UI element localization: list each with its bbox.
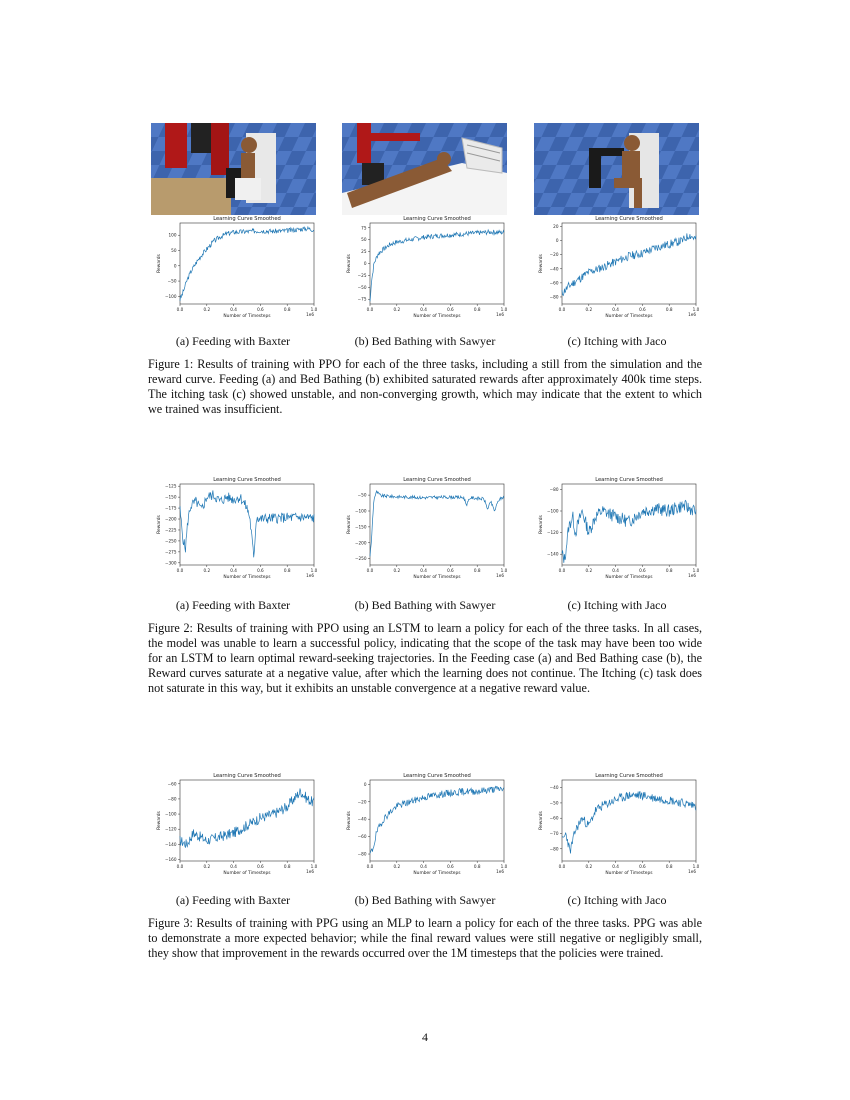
chart-title: Learning Curve Smoothed — [595, 477, 663, 483]
x-tick-label: 0.6 — [257, 864, 264, 869]
y-tick-label: −250 — [164, 538, 177, 544]
x-tick-label: 0.2 — [585, 568, 593, 573]
x-axis-label: Number of Timesteps — [605, 575, 653, 580]
x-tick-label: 1.0 — [500, 864, 508, 869]
still-feeding-baxter — [151, 123, 316, 215]
x-tick-label: 0.4 — [230, 307, 237, 312]
chart-svg — [340, 771, 510, 881]
subcaption-2a: (a) Feeding with Baxter — [175, 598, 291, 612]
chart-f3b — [340, 771, 510, 881]
x-multiplier: 1e6 — [688, 573, 696, 578]
x-axis-label: Number of Timesteps — [605, 871, 653, 876]
y-tick-label: −20 — [357, 799, 367, 805]
x-multiplier: 1e6 — [306, 312, 314, 317]
series-line — [370, 230, 504, 301]
y-axis-label: Rewards — [157, 254, 162, 273]
series-line — [370, 786, 504, 853]
y-tick-label: −80 — [549, 486, 559, 492]
x-tick-label: 0.8 — [665, 568, 673, 573]
y-tick-label: 0 — [363, 261, 367, 266]
x-tick-label: 0.8 — [473, 864, 481, 869]
y-tick-label: −160 — [164, 856, 177, 862]
series-line — [562, 791, 696, 853]
plot-frame — [180, 223, 314, 304]
chart-svg — [532, 771, 702, 881]
subcaption-3c: (c) Itching with Jaco — [567, 893, 667, 907]
chart-title: Learning Curve Smoothed — [403, 773, 471, 779]
x-tick-label: 0.4 — [420, 568, 427, 573]
plot-frame — [180, 780, 314, 861]
y-tick-label: −40 — [549, 266, 559, 272]
y-tick-label: −100 — [164, 811, 177, 817]
chart-svg — [532, 475, 702, 585]
y-axis-label: Rewards — [157, 811, 162, 830]
y-tick-label: −175 — [164, 505, 177, 511]
x-tick-label: 0.8 — [283, 864, 291, 869]
y-tick-label: −140 — [164, 841, 177, 847]
y-tick-label: −70 — [549, 830, 559, 836]
y-tick-label: −50 — [549, 800, 559, 806]
y-tick-label: −80 — [357, 851, 367, 857]
subcaption-2c: (c) Itching with Jaco — [567, 598, 667, 612]
x-tick-label: 0.8 — [283, 568, 291, 573]
x-axis-label: Number of Timesteps — [223, 575, 271, 580]
chart-title: Learning Curve Smoothed — [403, 216, 471, 222]
subcaption-2b: (b) Bed Bathing with Sawyer — [354, 598, 496, 612]
y-tick-label: −225 — [164, 527, 177, 533]
y-tick-label: −80 — [167, 796, 177, 802]
y-tick-label: −40 — [357, 816, 367, 822]
subcaption-1c: (c) Itching with Jaco — [567, 334, 667, 348]
x-axis-label: Number of Timesteps — [413, 314, 461, 319]
x-tick-label: 0.4 — [612, 307, 619, 312]
subcaption-3b: (b) Bed Bathing with Sawyer — [354, 893, 496, 907]
x-tick-label: 1.0 — [500, 568, 508, 573]
series-line — [180, 490, 314, 557]
y-tick-label: −80 — [549, 294, 559, 300]
page-number: 4 — [422, 1030, 428, 1044]
x-tick-label: 0.6 — [639, 864, 646, 869]
y-tick-label: −120 — [546, 530, 559, 536]
y-tick-label: 0 — [363, 781, 367, 787]
x-tick-label: 0.4 — [612, 568, 619, 573]
x-tick-label: 0.0 — [366, 864, 374, 869]
y-tick-label: 0 — [555, 238, 559, 244]
y-tick-label: 0 — [173, 263, 177, 269]
x-tick-label: 0.0 — [558, 568, 566, 573]
y-tick-label: −60 — [167, 781, 177, 787]
x-axis-label: Number of Timesteps — [223, 871, 271, 876]
x-tick-label: 0.2 — [203, 864, 211, 869]
y-tick-label: −100 — [164, 293, 177, 299]
x-tick-label: 0.8 — [473, 568, 481, 573]
x-tick-label: 0.0 — [558, 307, 566, 312]
chart-f3a — [150, 771, 320, 881]
x-tick-label: 0.2 — [393, 307, 401, 312]
figure-3-caption: Figure 3: Results of training with PPG using an MLP to learn a policy for each of the three tasks. PPG was able to demonstrate a more expected behavior; while the final reward values were still negative or negligibly small, they show that improvement in the rewards occurred over the 1M timesteps that the policies were trained. — [148, 916, 702, 960]
y-axis-label: Rewards — [539, 254, 544, 273]
x-tick-label: 1.0 — [692, 307, 700, 312]
chart-svg — [150, 475, 320, 585]
x-axis-label: Number of Timesteps — [605, 314, 653, 319]
x-tick-label: 0.0 — [558, 864, 566, 869]
series-line — [180, 788, 314, 847]
y-tick-label: −275 — [164, 549, 177, 555]
x-tick-label: 0.0 — [176, 864, 184, 869]
chart-title: Learning Curve Smoothed — [213, 216, 281, 222]
x-tick-label: 0.6 — [639, 568, 646, 573]
y-tick-label: 20 — [553, 224, 559, 230]
chart-title: Learning Curve Smoothed — [595, 216, 663, 222]
x-tick-label: 0.2 — [585, 307, 593, 312]
y-tick-label: 50 — [171, 248, 177, 254]
subcaption-1a: (a) Feeding with Baxter — [175, 334, 291, 348]
y-tick-label: −80 — [549, 846, 559, 852]
still-itching-jaco — [534, 123, 699, 215]
y-tick-label: 75 — [361, 225, 367, 231]
x-multiplier: 1e6 — [688, 312, 696, 317]
y-tick-label: −125 — [164, 483, 177, 489]
y-tick-label: −40 — [549, 785, 559, 791]
y-tick-label: 50 — [361, 237, 367, 243]
plot-frame — [562, 223, 696, 304]
y-tick-label: −140 — [546, 551, 559, 557]
x-tick-label: 0.6 — [447, 864, 454, 869]
x-tick-label: 0.2 — [203, 568, 211, 573]
y-tick-label: −200 — [354, 540, 367, 546]
x-multiplier: 1e6 — [688, 869, 696, 874]
x-tick-label: 0.4 — [230, 864, 237, 869]
chart-svg — [150, 771, 320, 881]
chart-f2b — [340, 475, 510, 585]
subcaption-1b: (b) Bed Bathing with Sawyer — [354, 334, 496, 348]
x-multiplier: 1e6 — [496, 869, 504, 874]
plot-frame — [562, 484, 696, 565]
x-tick-label: 0.4 — [420, 307, 427, 312]
chart-f1c — [532, 214, 702, 324]
y-tick-label: −50 — [167, 278, 177, 284]
chart-title: Learning Curve Smoothed — [213, 477, 281, 483]
x-tick-label: 0.0 — [176, 568, 184, 573]
y-axis-label: Rewards — [347, 515, 352, 534]
y-axis-label: Rewards — [347, 254, 352, 273]
y-tick-label: −120 — [164, 826, 177, 832]
x-tick-label: 1.0 — [692, 864, 700, 869]
x-tick-label: 0.6 — [447, 307, 454, 312]
x-multiplier: 1e6 — [496, 573, 504, 578]
y-tick-label: −25 — [357, 272, 367, 278]
x-tick-label: 0.6 — [639, 307, 646, 312]
x-tick-label: 0.6 — [447, 568, 454, 573]
chart-f2a — [150, 475, 320, 585]
x-tick-label: 0.6 — [257, 568, 264, 573]
y-axis-label: Rewards — [539, 515, 544, 534]
chart-title: Learning Curve Smoothed — [595, 773, 663, 779]
series-line — [562, 500, 696, 562]
x-tick-label: 1.0 — [692, 568, 700, 573]
y-axis-label: Rewards — [539, 811, 544, 830]
y-tick-label: 100 — [168, 232, 177, 238]
x-tick-label: 1.0 — [500, 307, 508, 312]
chart-title: Learning Curve Smoothed — [213, 773, 281, 779]
chart-svg — [150, 214, 320, 324]
plot-frame — [370, 780, 504, 861]
chart-f2c — [532, 475, 702, 585]
chart-f1b — [340, 214, 510, 324]
subcaption-3a: (a) Feeding with Baxter — [175, 893, 291, 907]
y-tick-label: −200 — [164, 516, 177, 522]
x-tick-label: 0.0 — [176, 307, 184, 312]
y-tick-label: −50 — [357, 492, 367, 498]
x-tick-label: 0.8 — [473, 307, 481, 312]
chart-f1a — [150, 214, 320, 324]
x-tick-label: 0.4 — [230, 568, 237, 573]
x-tick-label: 0.2 — [393, 568, 401, 573]
y-tick-label: −300 — [164, 560, 177, 566]
x-tick-label: 0.8 — [283, 307, 291, 312]
x-tick-label: 1.0 — [310, 307, 318, 312]
x-tick-label: 0.4 — [420, 864, 427, 869]
x-tick-label: 0.8 — [665, 307, 673, 312]
y-axis-label: Rewards — [157, 515, 162, 534]
y-tick-label: −150 — [354, 524, 367, 530]
x-axis-label: Number of Timesteps — [223, 314, 271, 319]
still-bedbathing-sawyer — [342, 123, 507, 215]
series-line — [370, 491, 504, 556]
y-tick-label: −60 — [549, 815, 559, 821]
x-axis-label: Number of Timesteps — [413, 871, 461, 876]
y-tick-label: −250 — [354, 556, 367, 562]
x-axis-label: Number of Timesteps — [413, 575, 461, 580]
y-tick-label: −20 — [549, 252, 559, 258]
plot-frame — [180, 484, 314, 565]
x-tick-label: 1.0 — [310, 864, 318, 869]
y-tick-label: −100 — [354, 508, 367, 514]
series-line — [562, 233, 696, 295]
y-tick-label: −60 — [357, 834, 367, 840]
y-tick-label: −150 — [164, 494, 177, 500]
x-tick-label: 0.2 — [203, 307, 211, 312]
x-tick-label: 0.0 — [366, 307, 374, 312]
chart-svg — [340, 214, 510, 324]
y-tick-label: −60 — [549, 280, 559, 286]
y-tick-label: −100 — [546, 508, 559, 514]
y-tick-label: −50 — [357, 284, 367, 290]
x-tick-label: 0.2 — [585, 864, 593, 869]
x-multiplier: 1e6 — [306, 869, 314, 874]
x-tick-label: 0.6 — [257, 307, 264, 312]
y-tick-label: 25 — [361, 249, 367, 255]
x-tick-label: 0.8 — [665, 864, 673, 869]
chart-f3c — [532, 771, 702, 881]
figure-2-caption: Figure 2: Results of training with PPO using an LSTM to learn a policy for each of the three tasks. In all cases, the model was unable to learn a successful policy, indicating that the scope of the task may have been too wide for an LSTM to learn optimal reward-seeking trajectories. In the Feeding case (a) and Bed Bathing case (b), the Reward curves saturate at a negative value, after which the learning does not continue. The Itching (c) task does not saturate in this way, but it exhibits an unstable convergence at a negative reward value. — [148, 621, 702, 695]
x-multiplier: 1e6 — [496, 312, 504, 317]
x-tick-label: 1.0 — [310, 568, 318, 573]
y-tick-label: −75 — [357, 296, 367, 302]
figure-1-caption: Figure 1: Results of training with PPO for each of the three tasks, including a still from the simulation and the reward curve. Feeding (a) and Bed Bathing (b) exhibited saturated rewards after approximately 400k time steps. The itching task (c) showed unstable, and non-converging growth, which may indicate that the extent to which we trained was insufficient. — [148, 357, 702, 416]
x-tick-label: 0.2 — [393, 864, 401, 869]
x-tick-label: 0.0 — [366, 568, 374, 573]
chart-title: Learning Curve Smoothed — [403, 477, 471, 483]
chart-svg — [532, 214, 702, 324]
x-multiplier: 1e6 — [306, 573, 314, 578]
x-tick-label: 0.4 — [612, 864, 619, 869]
chart-svg — [340, 475, 510, 585]
series-line — [180, 227, 314, 301]
y-axis-label: Rewards — [347, 811, 352, 830]
